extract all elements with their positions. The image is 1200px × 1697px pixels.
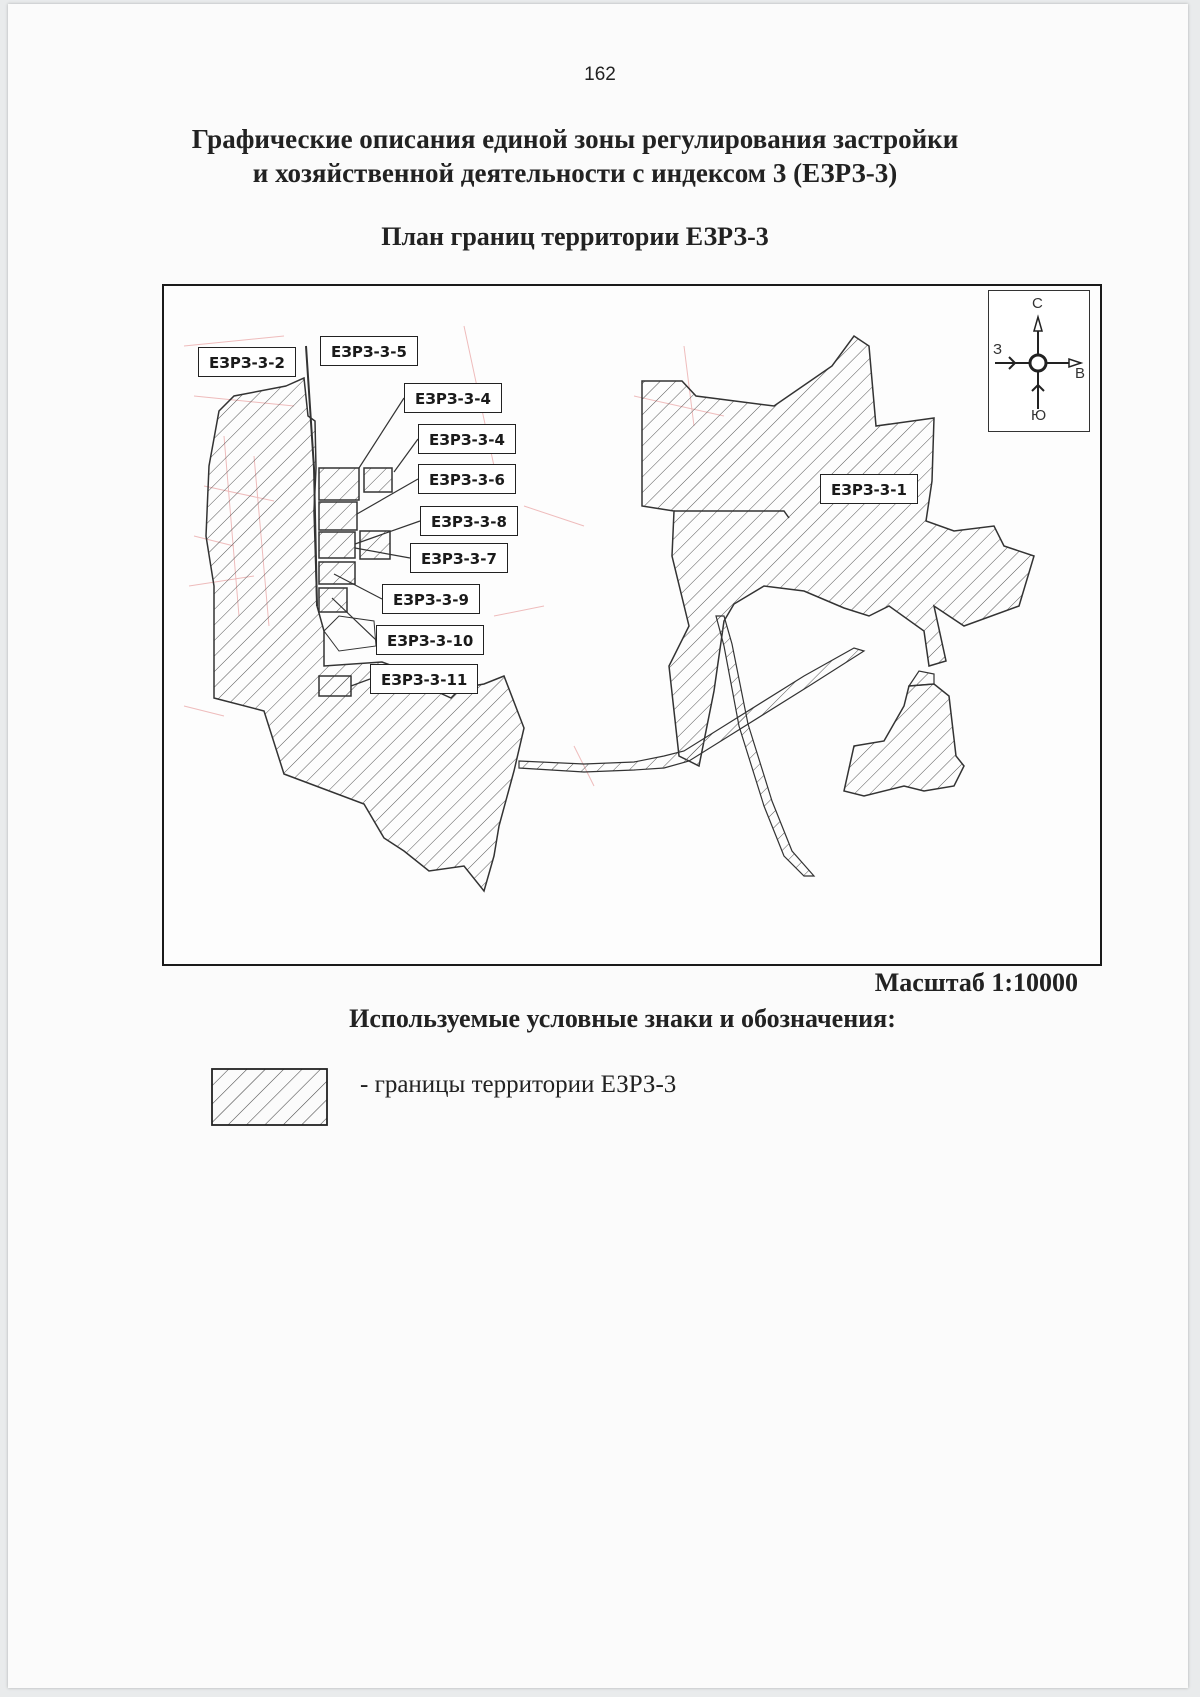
label-ezrz-3-8: ЕЗРЗ-3-8: [420, 506, 518, 536]
page-title: [0, 122, 1150, 190]
west-inner-clearing: [324, 616, 376, 651]
label-ezrz-3-7: ЕЗРЗ-3-7: [410, 543, 508, 573]
compass-north: С: [1032, 295, 1043, 312]
parcel-3-9: [319, 562, 355, 584]
title-line-2: и хозяйственной деятельности с индексом 3 (ЕЗРЗ-3): [252, 158, 898, 188]
compass-south: Ю: [1031, 407, 1047, 424]
map-frame: [162, 284, 1102, 966]
label-ezrz-3-1: ЕЗРЗ-3-1: [820, 474, 918, 504]
map-scale: Масштаб 1:10000: [874, 968, 1078, 997]
map-subtitle: План границ территории ЕЗРЗ-3: [381, 222, 769, 251]
compass-west: З: [993, 341, 1003, 358]
label-ezrz-3-5: ЕЗРЗ-3-5: [320, 336, 418, 366]
page-number: 162: [584, 64, 616, 85]
parcel-3-10: [319, 588, 347, 612]
map-canvas: [164, 286, 1100, 964]
label-ezrz-3-9: ЕЗРЗ-3-9: [382, 584, 480, 614]
label-ezrz-3-2: ЕЗРЗ-3-2: [198, 347, 296, 377]
parcel-3-4b: [364, 468, 392, 492]
legend-title: Используемые условные знаки и обозначения:: [349, 1004, 896, 1033]
compass-east: В: [1075, 365, 1086, 382]
legend-hatched-swatch: [211, 1068, 328, 1126]
label-ezrz-3-11: ЕЗРЗ-3-11: [370, 664, 478, 694]
title-line-1: Графические описания единой зоны регулирования застройки: [191, 124, 959, 154]
legend-item-label: - границы территории ЕЗРЗ-3: [360, 1071, 677, 1098]
label-ezrz-3-6: ЕЗРЗ-3-6: [418, 464, 516, 494]
parcel-3-11: [319, 676, 351, 696]
parcel-3-6: [319, 502, 357, 530]
territory-east: [642, 336, 1034, 766]
parcel-3-7: [360, 531, 390, 559]
territory-southeast-notch: [909, 671, 934, 686]
label-ezrz-3-4-upper: ЕЗРЗ-3-4: [404, 383, 502, 413]
parcel-3-8: [319, 532, 355, 558]
compass-rose: [988, 290, 1090, 432]
label-ezrz-3-4-lower: ЕЗРЗ-3-4: [418, 424, 516, 454]
territory-southeast: [844, 684, 964, 796]
label-ezrz-3-10: ЕЗРЗ-3-10: [376, 625, 484, 655]
road-diagonal-south: [716, 616, 814, 876]
parcel-3-4: [319, 468, 359, 500]
